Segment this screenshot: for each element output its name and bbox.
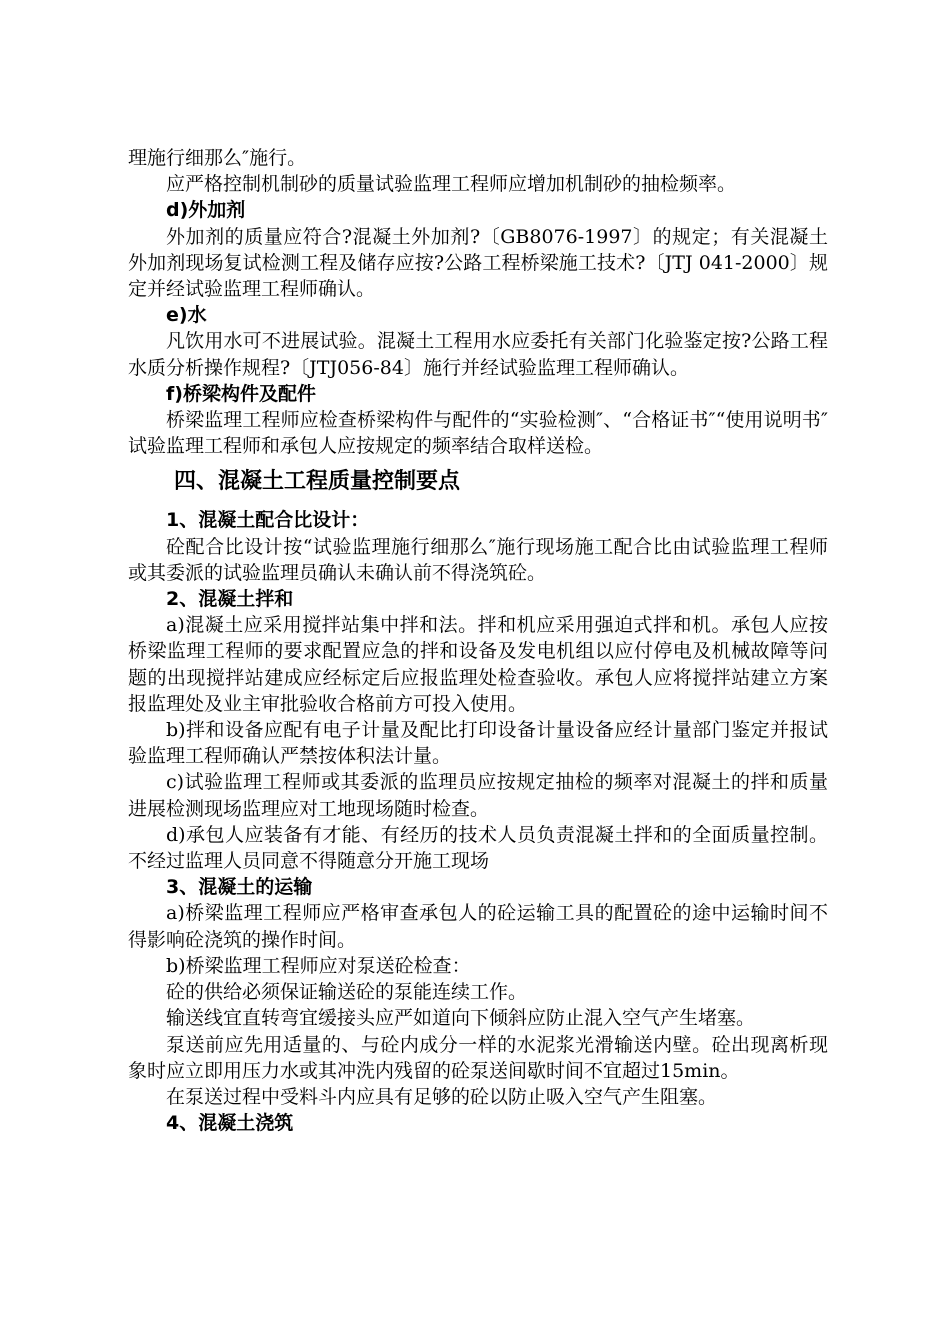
paragraph: b)拌和设备应配有电子计量及配比打印设备计量设备应经计量部门鉴定并报试验监理工程师确认严禁按体积法计量。 — [128, 719, 828, 768]
paragraph: a)桥梁监理工程师应严格审查承包人的砼运输工具的配置砼的途中运输时间不得影响砼浇筑的操作时间。 — [128, 902, 828, 951]
subsection-heading: e)水 — [166, 304, 207, 327]
paragraph: 凡饮用水可不进展试验。混凝土工程用水应委托有关部门化验鉴定按?公路工程水质分析操作规程?〔JTJ056-84〕施行并经试验监理工程师确认。 — [128, 330, 828, 379]
subsection-heading: 1、混凝土配合比设计： — [166, 509, 370, 532]
subsection-heading: 3、混凝土的运输 — [166, 876, 313, 899]
paragraph: 理施行细那么″施行。 — [128, 147, 307, 169]
paragraph: 砼的供给必须保证输送砼的泵能连续工作。 — [166, 981, 528, 1004]
paragraph: 砼配合比设计按“试验监理施行细那么″施行现场施工配合比由试验监理工程师或其委派的试验监理员确认未确认前不得浇筑砼。 — [128, 535, 828, 584]
paragraph: 在泵送过程中受料斗内应具有足够的砼以防止吸入空气产生阻塞。 — [166, 1085, 718, 1108]
paragraph: d)承包人应装备有才能、有经历的技术人员负责混凝土拌和的全面质量控制。不经过监理人员同意不得随意分开施工现场 — [128, 823, 828, 873]
paragraph: 外加剂的质量应符合?混凝土外加剂?〔GB8076-1997〕的规定；有关混凝土外加剂现场复试检测工程及储存应按?公路工程桥梁施工技术?〔JTJ 041-2000〕规定并经试验监理工程师确认。 — [128, 225, 828, 301]
paragraph: 桥梁监理工程师应检查桥梁构件与配件的“实验检测″、“合格证书″“使用说明书″试验监理工程师和承包人应按规定的频率结合取样送检。 — [128, 409, 828, 458]
subsection-heading: d)外加剂 — [166, 199, 246, 222]
paragraph: 泵送前应先用适量的、与砼内成分一样的水泥浆光滑输送内壁。砼出现离析现象时应立即用压力水或其冲洗内残留的砼泵送间歇时间不宜超过15min。 — [128, 1033, 828, 1082]
subsection-heading: 4、混凝土浇筑 — [166, 1112, 294, 1135]
section-heading: 四、混凝土工程质量控制要点 — [174, 469, 461, 495]
paragraph: 应严格控制机制砂的质量试验监理工程师应增加机制砂的抽检频率。 — [166, 173, 737, 196]
subsection-heading: f)桥梁构件及配件 — [166, 382, 316, 405]
document-page — [128, 145, 828, 1136]
paragraph: c)试验监理工程师或其委派的监理员应按规定抽检的频率对混凝土的拌和质量进展检测现场监理应对工地现场随时检查。 — [128, 771, 828, 820]
paragraph: b)桥梁监理工程师应对泵送砼检查： — [166, 954, 471, 977]
paragraph: a)混凝土应采用搅拌站集中拌和法。拌和机应采用强迫式拌和机。承包人应按桥梁监理工程师的要求配置应急的拌和设备及发电机组以应付停电及机械故障等问题的出现搅拌站建成应经标定后应报监理处检查验收。承包人应将搅拌站建立方案报监理处及业主审批验收合格前方可投入使用。 — [128, 614, 828, 715]
subsection-heading: 2、混凝土拌和 — [166, 588, 294, 611]
paragraph: 输送线宜直转弯宜缓接头应严如道向下倾斜应防止混入空气产生堵塞。 — [166, 1007, 756, 1030]
